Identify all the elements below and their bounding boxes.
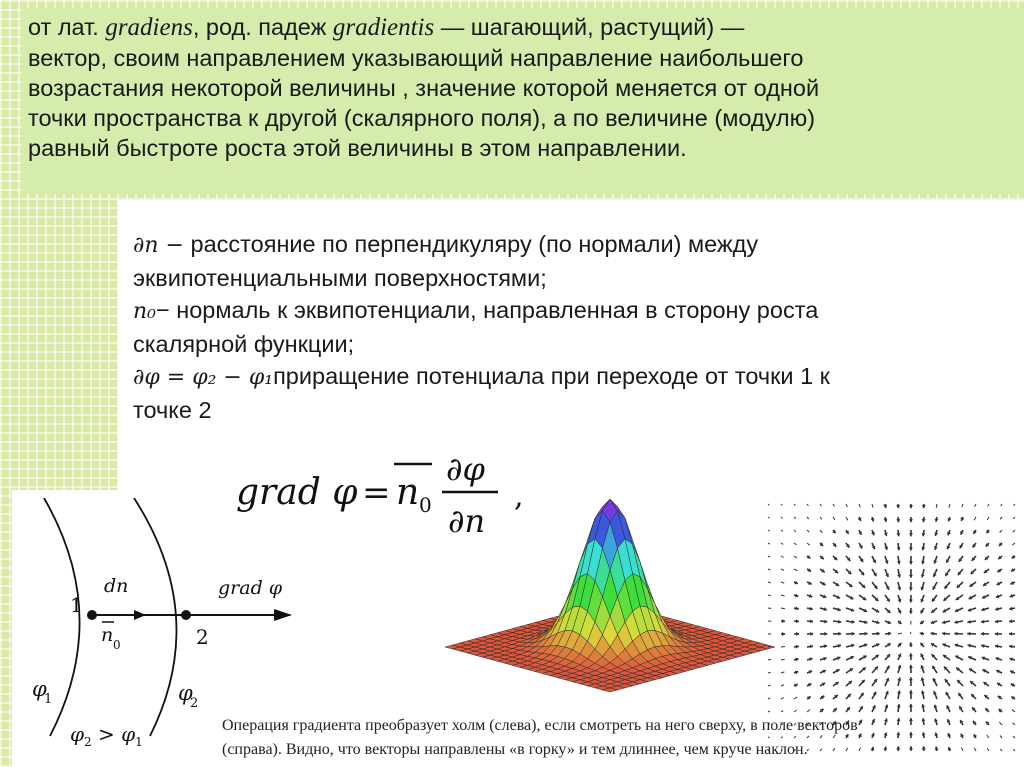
field-arrow — [781, 647, 785, 648]
field-arrow — [872, 504, 873, 508]
field-arrow — [768, 582, 771, 583]
field-arrowhead — [888, 632, 891, 636]
field-arrow — [768, 543, 770, 544]
field-arrowhead — [824, 620, 827, 624]
field-arrowhead — [1009, 632, 1012, 636]
definition-dn: ∂n − расстояние по перпендикуляру (по нормали) между — [133, 231, 759, 258]
label-point-1: 1 — [70, 593, 83, 617]
field-arrowhead — [824, 632, 827, 636]
intro-line-1: от лат. gradiens, род. падеж gradientis — шагающий, растущий) — — [28, 14, 745, 41]
field-arrow — [768, 685, 771, 686]
field-arrow — [794, 697, 797, 699]
gaussian-hill-surface — [440, 482, 780, 697]
field-arrow — [781, 711, 783, 712]
field-arrowhead — [896, 519, 900, 522]
label-point-2: 2 — [196, 625, 209, 649]
field-arrow — [807, 543, 810, 545]
formula-equals: = — [362, 473, 391, 513]
label-phi2-sub: 2 — [190, 696, 199, 711]
field-arrow — [781, 595, 785, 596]
field-arrow — [768, 608, 771, 609]
gradient-definition — [28, 12, 1018, 163]
field-arrow — [807, 710, 810, 712]
field-arrow — [768, 530, 770, 531]
point-1 — [87, 610, 97, 620]
field-arrowhead — [782, 632, 785, 636]
formula-vector: n — [396, 472, 420, 513]
field-arrowhead — [851, 620, 854, 624]
field-arrow — [1001, 504, 1003, 506]
label-dn: dn — [104, 575, 129, 597]
field-arrow — [898, 633, 902, 634]
field-arrowhead — [999, 542, 1003, 546]
field-arrowhead — [909, 519, 913, 522]
field-arrow — [794, 504, 795, 506]
field-arrowhead — [810, 645, 813, 649]
field-arrow — [794, 543, 796, 545]
field-arrow — [794, 569, 797, 571]
field-arrowhead — [981, 620, 984, 624]
field-arrowhead — [865, 632, 868, 636]
field-arrow — [1012, 710, 1015, 712]
field-arrowhead — [909, 653, 913, 656]
field-arrowhead — [909, 505, 913, 508]
field-arrowhead — [967, 632, 970, 636]
field-arrow — [807, 504, 808, 506]
field-arrow — [781, 543, 783, 544]
intro-line-2: вектор, своим направлением указывающий направление наибольшего — [28, 45, 804, 71]
field-arrow — [781, 608, 785, 609]
field-arrowhead — [909, 548, 913, 551]
field-arrow — [781, 698, 784, 699]
field-arrow — [781, 504, 782, 505]
formula-denominator: ∂n — [448, 502, 486, 540]
caption-line-1: Операция градиента преобразует холм (слева), если смотреть на него сверху, в поле векторов — [222, 717, 858, 734]
field-arrowhead — [897, 547, 901, 550]
field-arrowhead — [995, 632, 998, 636]
field-arrowhead — [838, 632, 841, 636]
intro-line-4: точки пространства к другой (скалярного поля), а по величине (модулю) — [28, 105, 816, 131]
field-arrow — [768, 672, 771, 673]
field-arrow — [987, 517, 989, 520]
field-arrow — [794, 556, 797, 558]
field-arrowhead — [877, 632, 880, 636]
field-arrow — [846, 517, 848, 520]
field-arrowhead — [897, 561, 901, 564]
figure-caption — [222, 714, 1022, 762]
field-arrow — [859, 504, 860, 507]
field-arrow — [768, 698, 770, 699]
field-arrowhead — [852, 632, 855, 636]
intro-line-3: возрастания некоторой величины , значение которой меняется от одной — [28, 75, 820, 101]
field-arrow — [768, 517, 770, 518]
field-arrowhead — [909, 665, 913, 668]
field-arrow — [974, 517, 976, 520]
formula-vector-sub: 0 — [419, 493, 432, 517]
field-arrowhead — [796, 645, 799, 649]
field-arrow — [820, 504, 822, 506]
point-2 — [181, 610, 191, 620]
field-arrowhead — [922, 505, 926, 508]
field-arrow — [1013, 517, 1015, 519]
definition-dphi: ∂φ = φ₂ − φ₁приращение потенциала при переходе от точки 1 к — [133, 363, 830, 390]
field-arrow — [975, 504, 977, 507]
definition-dphi-cont: точке 2 — [133, 397, 212, 423]
formula-numerator: ∂φ — [446, 450, 485, 488]
field-arrowhead — [995, 620, 998, 624]
definition-dn-cont: эквипотенциальными поверхностями; — [133, 265, 547, 291]
field-arrowhead — [909, 600, 913, 603]
field-arrow — [820, 530, 822, 533]
field-arrow — [833, 504, 835, 507]
field-arrow — [1000, 530, 1002, 533]
field-arrow — [781, 556, 784, 557]
field-arrow — [1014, 504, 1015, 506]
field-arrow — [988, 504, 990, 506]
field-arrowhead — [810, 619, 813, 623]
field-arrow — [781, 685, 784, 686]
field-arrow — [768, 595, 771, 596]
field-arrowhead — [922, 519, 926, 522]
latin-word-gradientis: gradientis — [332, 14, 435, 41]
field-arrow — [781, 582, 784, 583]
field-arrow — [949, 504, 950, 508]
field-arrow — [936, 504, 937, 508]
label-phi1-sub: 1 — [44, 692, 53, 707]
field-arrowhead — [909, 677, 913, 680]
latin-word-gradiens: gradiens — [105, 14, 193, 41]
definitions-list — [133, 228, 1013, 426]
field-arrow — [768, 711, 770, 712]
field-arrowhead — [942, 632, 945, 636]
field-arrow — [768, 556, 770, 557]
field-arrow — [1000, 517, 1002, 519]
field-arrow — [781, 659, 785, 660]
field-arrowhead — [796, 619, 799, 623]
field-arrow — [846, 504, 847, 507]
label-grad-phi: grad φ — [218, 577, 283, 599]
field-arrow — [794, 530, 796, 532]
field-arrowhead — [981, 632, 984, 636]
definition-n0: n₀− нормаль к эквипотенциали, направленная в сторону роста — [133, 297, 819, 324]
field-arrowhead — [810, 632, 813, 636]
label-n0-sub: 0 — [113, 638, 121, 652]
label-phi1: φ — [32, 677, 47, 701]
gradient-arrowhead — [274, 609, 292, 621]
field-arrowhead — [909, 642, 913, 645]
caption-line-2: (справа). Видно, что векторы направлены «в горку» и тем длиннее, чем круче наклон. — [222, 741, 808, 758]
field-arrowhead — [909, 533, 913, 536]
field-arrow — [833, 517, 835, 520]
field-arrow — [781, 530, 783, 531]
field-arrowhead — [1009, 619, 1012, 623]
definition-n0-cont: скалярной функции; — [133, 331, 355, 357]
field-arrowhead — [838, 620, 841, 624]
field-arrowhead — [954, 632, 957, 636]
field-arrowhead — [909, 611, 913, 614]
field-arrowhead — [909, 575, 913, 578]
field-arrow — [807, 530, 809, 532]
field-arrow — [794, 710, 797, 712]
field-arrow — [768, 659, 771, 660]
field-arrow — [794, 517, 796, 519]
field-arrowhead — [909, 704, 913, 707]
normal-arrowhead — [134, 610, 146, 620]
field-arrowhead — [896, 505, 900, 508]
field-arrowhead — [909, 561, 913, 564]
field-arrow — [781, 672, 784, 673]
intro-line-5: равный быстроте роста этой величины в этом направлении. — [28, 135, 687, 161]
field-arrow — [910, 632, 911, 634]
field-arrowhead — [909, 690, 913, 693]
field-arrowhead — [931, 632, 934, 636]
field-arrowhead — [796, 632, 799, 636]
field-arrow — [768, 569, 770, 570]
field-arrow — [820, 517, 822, 519]
field-arrow — [781, 517, 783, 518]
field-arrow — [768, 504, 769, 505]
label-n0: n — [101, 624, 114, 646]
field-arrow — [807, 517, 809, 519]
formula-comma: , — [514, 479, 524, 514]
field-arrow — [781, 569, 784, 570]
formula-lhs: grad φ — [236, 472, 358, 513]
field-arrowhead — [782, 619, 785, 623]
field-arrow — [1012, 543, 1015, 545]
label-inequality: $\varphi_2 > \varphi_1$ — [70, 722, 143, 749]
field-arrowhead — [896, 533, 900, 536]
field-arrow — [962, 504, 963, 507]
field-arrowhead — [909, 588, 913, 591]
label-phi2: φ — [178, 681, 193, 705]
field-arrow — [1013, 530, 1015, 532]
